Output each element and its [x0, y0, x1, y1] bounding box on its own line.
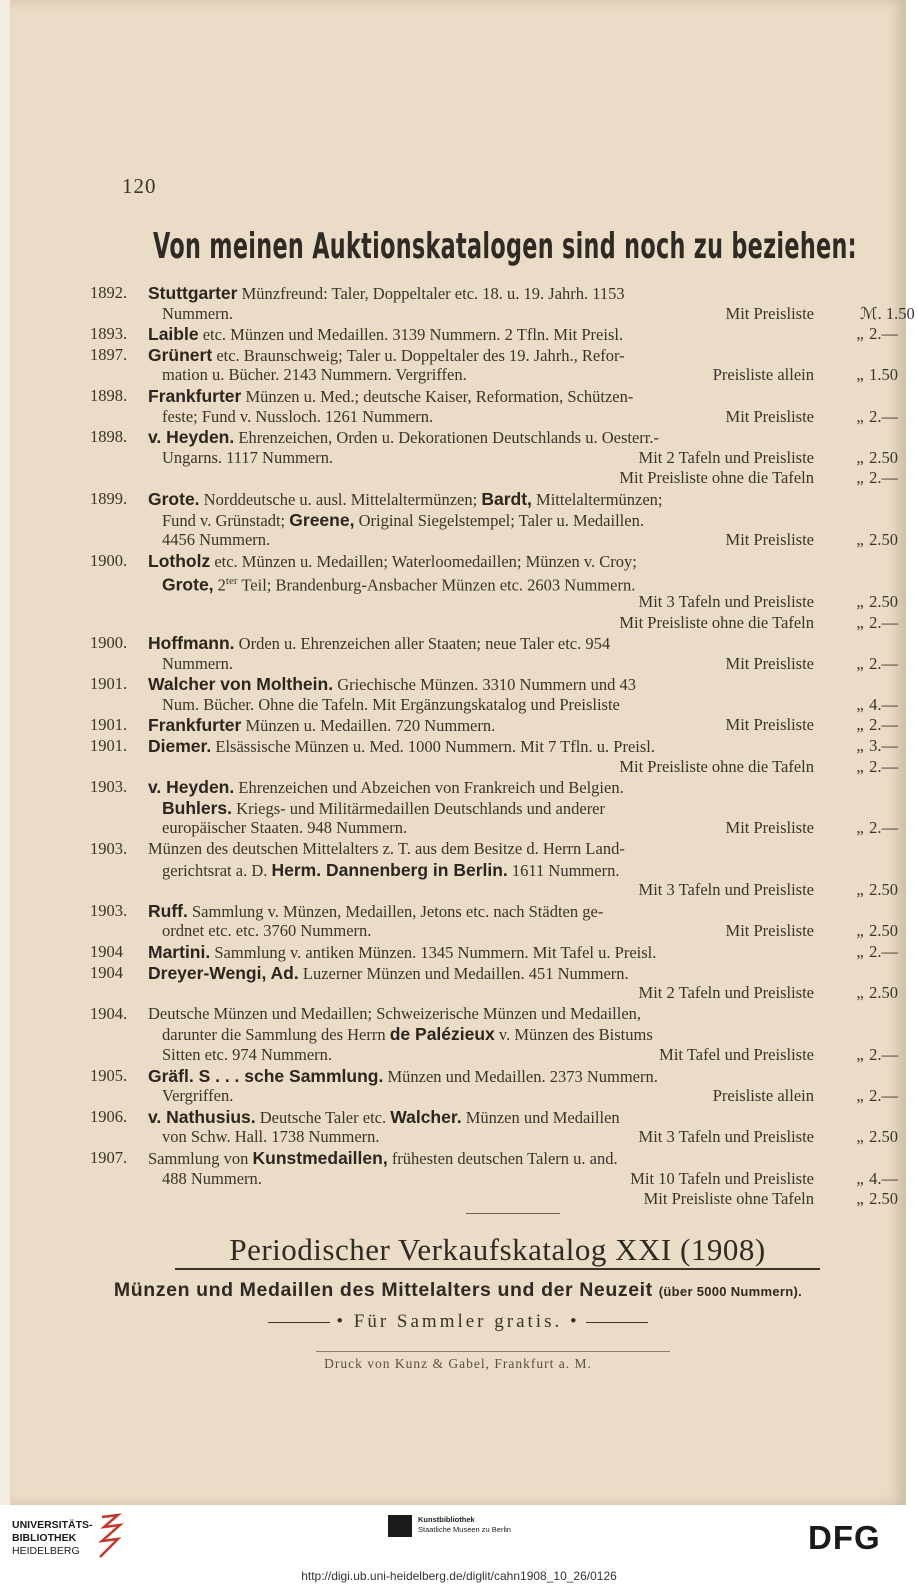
entry-name: Grote,: [162, 574, 214, 595]
catalog-subtitle: [10, 1279, 906, 1302]
entry-note: Mit 3 Tafeln und Preisliste: [638, 1127, 814, 1147]
entry-description: [148, 345, 625, 367]
catalog-line: [90, 818, 910, 839]
permalink-url[interactable]: http://digi.ub.uni-heidelberg.de/diglit/cahn1908_10_26/0126: [301, 1569, 617, 1583]
entry-year: 1904: [90, 962, 123, 982]
entry-description: [148, 386, 633, 408]
entry-text-2: frühesten deutschen Talern u. and.: [387, 1148, 618, 1168]
entry-year: 1900.: [90, 633, 128, 653]
entry-price: 2.50: [869, 1189, 898, 1209]
entry-text: mation u. Bücher. 2143 Nummern. Vergriffen.: [162, 365, 467, 385]
entry-year: 1905.: [90, 1065, 128, 1085]
entry-note: Mit 2 Tafeln und Preisliste: [638, 983, 814, 1003]
entry-description: [148, 839, 625, 860]
ditto-mark: „: [856, 530, 864, 550]
entry-price: 2.—: [869, 818, 898, 838]
kb-line1: Kunstbibliothek: [418, 1515, 475, 1524]
entry-note: Mit 3 Tafeln und Preisliste: [638, 880, 814, 900]
entry-description: [162, 1127, 380, 1148]
entry-name: Ruff.: [148, 900, 188, 921]
entry-description: [148, 736, 655, 758]
auction-catalog-list: [90, 283, 915, 1210]
entry-year: 1893.: [90, 324, 128, 344]
entry-text: Orden u. Ehrenzeichen aller Staaten; neue Taler etc. 954: [234, 634, 611, 654]
entry-note: Mit Preisliste: [725, 653, 814, 673]
entry-name: Frankfurter: [148, 385, 242, 406]
entry-text: Ungarns. 1117 Nummern.: [162, 447, 334, 467]
entry-year: 1904: [90, 942, 123, 961]
ditto-mark: „: [856, 612, 864, 632]
catalog-line: [90, 839, 910, 860]
catalog-line: [90, 592, 910, 613]
ditto-mark: „: [856, 653, 864, 673]
gratis-text: Für Sammler gratis.: [353, 1311, 563, 1332]
entry-text: feste; Fund v. Nussloch. 1261 Nummern.: [162, 406, 434, 426]
catalog-line: [90, 571, 910, 595]
entry-text: Nummern.: [162, 303, 234, 323]
entry-text: von Schw. Hall. 1738 Nummern.: [162, 1127, 380, 1147]
entry-name: Grote.: [148, 488, 200, 509]
catalog-line: [90, 1127, 910, 1148]
entry-text: Fund v. Grünstadt;: [162, 510, 290, 530]
entry-description: [162, 798, 605, 820]
ub-heidelberg-logo[interactable]: [12, 1519, 93, 1558]
entry-description: [148, 1107, 620, 1129]
entry-name: Stuttgarter: [148, 283, 238, 303]
entry-description: [162, 1024, 653, 1046]
entry-note: Preisliste allein: [712, 365, 814, 385]
entry-price: 2.50: [869, 983, 898, 1003]
entry-price: 2.50: [869, 447, 898, 467]
kb-line2: Staatliche Museen zu Berlin: [418, 1525, 511, 1534]
catalog-line: [90, 365, 910, 386]
entry-text-2: 1611 Nummern.: [507, 860, 620, 880]
entry-price: 2.50: [869, 921, 898, 941]
catalog-line: [90, 427, 910, 448]
entry-price: 2.50: [869, 1127, 898, 1147]
catalog-line: [90, 736, 910, 757]
entry-text: Münzen und Medaillen. 2373 Nummern.: [383, 1066, 658, 1086]
entry-text: Sammlung v. Münzen, Medaillen, Jetons etc. nach Städten ge-: [187, 901, 604, 921]
entry-description: [162, 304, 233, 325]
entry-description: [162, 860, 619, 882]
catalog-subtitle-main: Münzen und Medaillen des Mittelalters und der Neuzeit: [113, 1279, 659, 1301]
entry-note: Mit Preisliste: [725, 303, 814, 323]
catalog-line: [90, 1045, 910, 1066]
entry-description: [162, 818, 407, 839]
entry-text: Kriegs- und Militärmedaillen Deutschlands und anderer: [232, 798, 606, 818]
entry-name: Greene,: [289, 509, 355, 530]
catalog-line: [90, 386, 910, 407]
entry-note: Mit Preisliste: [725, 818, 814, 838]
entry-description: [162, 1045, 332, 1066]
digitization-footer: [0, 1505, 918, 1586]
catalog-line: [90, 983, 910, 1004]
entry-text: Ehrenzeichen und Abzeichen von Frankreich und Belgien.: [234, 778, 624, 798]
entry-note: Mit 3 Tafeln und Preisliste: [638, 591, 814, 611]
entry-price: 2.—: [869, 653, 898, 673]
entry-text: Deutsche Taler etc.: [255, 1107, 391, 1127]
entry-text: Elsässische Münzen u. Med. 1000 Nummern. Mit 7 Tfln. u. Preisl.: [211, 737, 656, 757]
entry-name: Walcher von Molthein.: [148, 674, 334, 695]
entry-description: [148, 324, 623, 346]
entry-year: 1900.: [90, 550, 128, 570]
dfg-logo[interactable]: DFG: [808, 1519, 881, 1556]
entry-name-2: Walcher.: [390, 1106, 462, 1127]
entry-year: 1898.: [90, 427, 128, 447]
entry-note: Mit Preisliste ohne Tafeln: [643, 1189, 814, 1209]
entry-year: 1904.: [90, 1003, 128, 1023]
catalog-title-rule: [175, 1268, 820, 1270]
entry-description: [162, 448, 333, 469]
entry-year: 1906.: [90, 1106, 128, 1126]
entry-price: 2.50: [869, 591, 898, 611]
catalog-line: [90, 942, 910, 963]
printer-imprint: Druck von Kunz & Gabel, Frankfurt a. M.: [324, 1356, 592, 1371]
entry-text: Ehrenzeichen, Orden u. Dekorationen Deutschlands u. Oesterr.-: [234, 428, 659, 448]
catalog-line: [90, 654, 910, 675]
entry-year: 1907.: [90, 1147, 128, 1167]
entry-description: [162, 1086, 233, 1107]
ditto-mark: „: [856, 1168, 864, 1188]
entry-superscript: ter: [225, 575, 238, 588]
entry-price: 2.—: [869, 406, 898, 426]
entry-description: [162, 510, 644, 532]
entry-price: 2.—: [869, 1044, 898, 1064]
catalog-line: [90, 1024, 910, 1045]
catalog-line: [90, 303, 915, 325]
entry-name: Martini.: [148, 942, 211, 962]
entry-note: Mit Preisliste: [725, 530, 814, 550]
ditto-mark: „: [856, 715, 864, 735]
entry-name: Hoffmann.: [148, 633, 235, 654]
entry-price: 3.—: [869, 736, 898, 756]
entry-year: 1898.: [90, 385, 128, 405]
ditto-mark: „: [856, 591, 864, 611]
gratis-dash-left: [268, 1322, 330, 1323]
entry-description: [148, 283, 625, 305]
catalog-line: [90, 1107, 910, 1128]
entry-description: [148, 1004, 641, 1025]
catalog-line: [90, 1189, 910, 1210]
entry-name: v. Nathusius.: [148, 1106, 256, 1127]
entry-text: Deutsche Münzen und Medaillen; Schweizerische Münzen und Medaillen,: [148, 1003, 642, 1023]
entry-note: Mit 2 Tafeln und Preisliste: [638, 447, 814, 467]
entry-price: ℳ. 1.50: [860, 303, 915, 323]
entry-text-2: Mittelaltermünzen;: [531, 489, 663, 509]
entry-description: [148, 942, 656, 964]
ditto-mark: „: [856, 447, 864, 467]
scan-edge: [0, 0, 10, 1505]
entry-text: Vergriffen.: [162, 1086, 234, 1106]
entry-description: [162, 1169, 262, 1190]
catalog-line: [90, 757, 910, 778]
ub-logo-line2: BIBLIOTHEK: [12, 1532, 77, 1544]
entry-note: Preisliste allein: [712, 1086, 814, 1106]
ditto-mark: „: [856, 880, 864, 900]
entry-price: 4.—: [869, 1168, 898, 1188]
entry-text: Nummern.: [162, 653, 234, 673]
entry-year: 1892.: [90, 283, 128, 302]
entry-note: Mit 10 Tafeln und Preisliste: [630, 1168, 814, 1188]
ditto-mark: „: [856, 468, 864, 488]
entry-year: 1901.: [90, 674, 128, 694]
entry-text: Münzen u. Med.; deutsche Kaiser, Reformation, Schützen-: [241, 386, 634, 406]
ditto-mark: „: [856, 818, 864, 838]
entry-name: Kunstmedaillen,: [252, 1147, 388, 1168]
catalog-line: [90, 674, 910, 695]
entry-text: Münzen des deutschen Mittelalters z. T. aus dem Besitze d. Herrn Land-: [148, 839, 625, 859]
ditto-mark: „: [856, 1086, 864, 1106]
entry-text-2: Original Siegelstempel; Taler u. Medaillen.: [354, 510, 644, 530]
ditto-mark: „: [856, 1044, 864, 1064]
entry-text: Münzen u. Medaillen. 720 Nummern.: [241, 716, 496, 736]
entry-text: Sitten etc. 974 Nummern.: [162, 1044, 333, 1064]
page-headline: Von meinen Auktionskatalogen sind noch zu beziehen:: [153, 226, 857, 267]
ditto-mark: „: [856, 406, 864, 426]
entry-text: 488 Nummern.: [162, 1168, 262, 1188]
entry-text: Münzfreund: Taler, Doppeltaler etc. 18. u. 19. Jahrh. 1153: [237, 284, 625, 303]
entry-year: 1899.: [90, 488, 128, 508]
entry-price: 2.—: [869, 324, 898, 344]
entry-description: [148, 777, 624, 799]
catalog-line: [90, 530, 910, 551]
entry-name: Gräfl. S . . . sche Sammlung.: [148, 1065, 384, 1086]
entry-price: 2.—: [869, 715, 898, 735]
entry-price: 2.—: [869, 612, 898, 632]
entry-description: [148, 551, 637, 573]
entry-description: [148, 674, 636, 696]
entry-year: 1901.: [90, 736, 128, 756]
entry-name-2: Bardt,: [481, 488, 532, 509]
entry-note: Mit Preisliste ohne die Tafeln: [619, 756, 814, 776]
ditto-mark: „: [856, 942, 864, 961]
entry-name: Buhlers.: [162, 797, 233, 818]
entry-note: Mit Preisliste ohne die Tafeln: [619, 612, 814, 632]
entry-text-2: v. Münzen des Bistums: [494, 1025, 653, 1045]
entry-name: de Palézieux: [389, 1024, 495, 1045]
ditto-mark: „: [856, 756, 864, 776]
catalog-line: [90, 283, 910, 304]
entry-note: Mit Preisliste ohne die Tafeln: [619, 468, 814, 488]
entry-description: [162, 407, 433, 428]
entry-description: [162, 530, 270, 551]
entry-year: 1903.: [90, 900, 128, 920]
catalog-line: [90, 860, 910, 881]
entry-description: [148, 901, 603, 923]
ditto-mark: „: [856, 694, 864, 714]
ditto-mark: „: [856, 324, 864, 344]
entry-text: darunter die Sammlung des Herrn: [162, 1025, 390, 1045]
catalog-line: [90, 468, 910, 489]
entry-description: [162, 921, 371, 942]
ditto-mark: „: [856, 983, 864, 1003]
entry-name: Herm. Dannenberg in Berlin.: [271, 859, 508, 880]
catalog-line: [90, 880, 910, 901]
entry-name: v. Heyden.: [148, 427, 235, 448]
catalog-subtitle-count: (über 5000 Nummern).: [658, 1284, 803, 1299]
entry-description: [148, 633, 610, 655]
entry-description: [148, 427, 659, 449]
entry-name: Grünert: [148, 344, 213, 365]
gratis-line: • Für Sammler gratis. •: [10, 1311, 906, 1333]
catalog-line: [90, 1066, 910, 1087]
entry-name: Lotholz: [148, 550, 211, 571]
entry-note: Mit Tafel und Preisliste: [659, 1044, 814, 1064]
entry-name: v. Heyden.: [148, 777, 235, 798]
entry-price: 2.—: [869, 756, 898, 776]
catalog-line: [90, 489, 910, 510]
entry-text: etc. Münzen und Medaillen. 3139 Nummern. 2 Tfln. Mit Preisl.: [198, 325, 624, 345]
printer-rule: [316, 1351, 670, 1352]
entry-description: [148, 963, 629, 985]
catalog-line: [90, 1169, 910, 1190]
entry-text: Luzerner Münzen und Medaillen. 451 Nummern.: [298, 963, 629, 983]
ub-logo-line1: UNIVERSITÄTS-: [12, 1519, 93, 1531]
ditto-mark: „: [856, 1127, 864, 1147]
catalog-line: [90, 695, 910, 716]
entry-text: europäischer Staaten. 948 Nummern.: [162, 818, 408, 838]
catalog-line: [90, 407, 910, 428]
entry-text: gerichtsrat a. D.: [162, 860, 272, 880]
page-number: 120: [122, 174, 157, 198]
catalog-line: [90, 1148, 910, 1169]
catalog-line: [90, 551, 910, 572]
entry-text-2: Teil; Brandenburg-Ansbacher Münzen etc. 2603 Nummern.: [237, 575, 636, 595]
entry-text: etc. Münzen u. Medaillen; Waterloomedaillen; Münzen v. Croy;: [210, 551, 637, 571]
catalog-title: Periodischer Verkaufskatalog XXI (1908): [229, 1232, 766, 1267]
entry-text: 4456 Nummern.: [162, 530, 271, 550]
entry-price: 2.—: [869, 468, 898, 488]
entry-text: etc. Braunschweig; Taler u. Doppeltaler des 19. Jahrh., Refor-: [212, 345, 625, 365]
catalog-line: [90, 510, 910, 531]
entry-description: [162, 654, 233, 675]
entry-note: Mit Preisliste: [725, 715, 814, 735]
entry-note: Mit Preisliste: [725, 406, 814, 426]
ditto-mark: „: [856, 736, 864, 756]
entry-name: Laible: [148, 324, 199, 345]
entry-description: [148, 1148, 618, 1170]
entry-text: Griechische Münzen. 3310 Nummern und 43: [333, 675, 636, 695]
entry-description: [148, 715, 495, 737]
catalog-line: [90, 901, 910, 922]
entry-name: Dreyer-Wengi, Ad.: [148, 962, 299, 983]
entry-note: Mit Preisliste: [725, 921, 814, 941]
catalog-line: [90, 921, 910, 942]
entry-name: Frankfurter: [148, 715, 242, 736]
entry-price: 2.—: [869, 942, 898, 961]
catalog-line: [90, 613, 910, 634]
ub-emblem-icon: [96, 1513, 126, 1559]
entry-text: 2: [213, 575, 226, 595]
entry-price: 4.—: [869, 694, 898, 714]
entry-description: [162, 695, 620, 716]
entry-name: Diemer.: [148, 736, 212, 757]
catalog-line: [90, 448, 910, 469]
list-separator: [466, 1213, 560, 1214]
catalog-page: [10, 0, 915, 1505]
entry-year: 1903.: [90, 839, 128, 859]
entry-description: [148, 1066, 658, 1088]
entry-text: Sammlung v. antiken Münzen. 1345 Nummern. Mit Tafel u. Preisl.: [210, 943, 657, 962]
entry-price: 2.50: [869, 880, 898, 900]
catalog-line: [90, 963, 910, 984]
catalog-line: [90, 777, 910, 798]
entry-description: [162, 365, 467, 386]
catalog-line: [90, 324, 910, 345]
catalog-line: [90, 1004, 910, 1025]
ub-logo-line3: HEIDELBERG: [12, 1545, 80, 1557]
catalog-line: [90, 1086, 910, 1107]
kunstbibliothek-mark-icon: [388, 1515, 412, 1537]
entry-text-2: Münzen und Medaillen: [461, 1107, 620, 1127]
entry-text: Num. Bücher. Ohne die Tafeln. Mit Ergänzungskatalog und Preisliste: [162, 694, 620, 714]
catalog-line: [90, 715, 910, 736]
ditto-mark: „: [856, 921, 864, 941]
entry-price: 1.50: [869, 365, 898, 385]
ditto-mark: „: [856, 1189, 864, 1209]
catalog-line: [90, 798, 910, 819]
entry-text: Norddeutsche u. ausl. Mittelaltermünzen;: [199, 489, 482, 509]
entry-year: 1901.: [90, 715, 128, 735]
entry-year: 1903.: [90, 777, 128, 797]
entry-text: ordnet etc. etc. 3760 Nummern.: [162, 921, 372, 941]
entry-description: [148, 489, 663, 511]
ditto-mark: „: [856, 365, 864, 385]
gratis-dash-right: [586, 1322, 648, 1323]
catalog-line: [90, 633, 910, 654]
entry-price: 2.—: [869, 1086, 898, 1106]
entry-text: Sammlung von: [148, 1148, 253, 1168]
catalog-line: [90, 345, 910, 366]
entry-year: 1897.: [90, 344, 128, 364]
entry-price: 2.50: [869, 530, 898, 550]
